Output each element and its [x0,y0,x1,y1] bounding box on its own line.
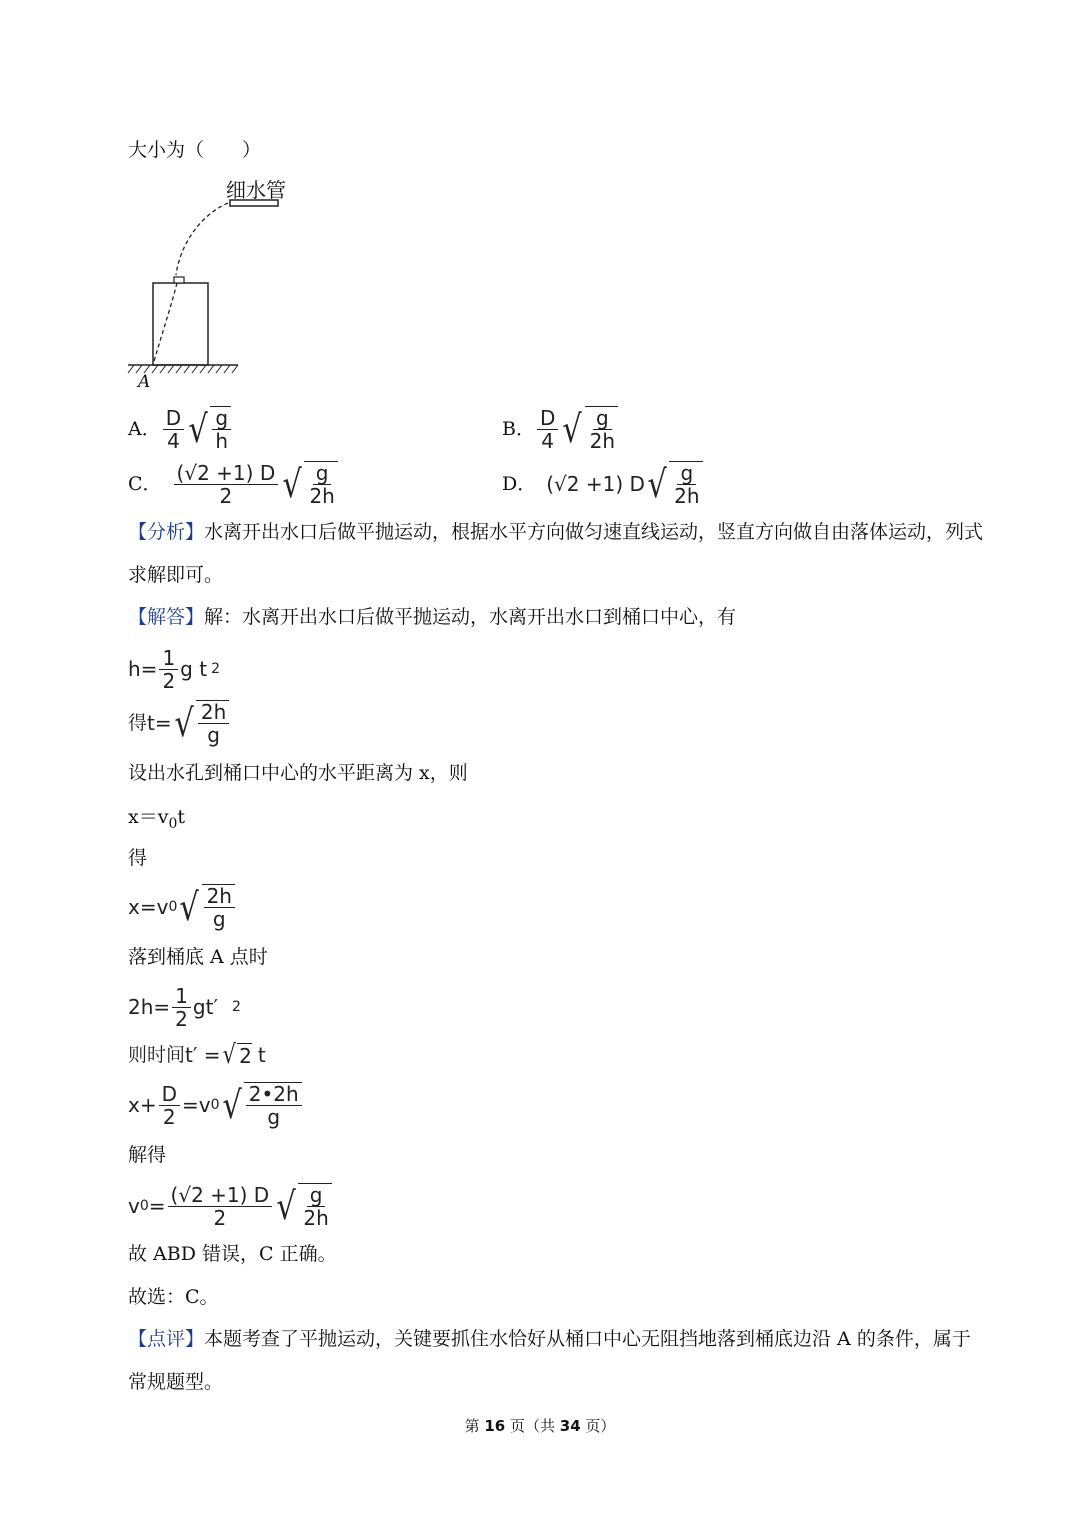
eq-sub: 0 [168,899,178,915]
frac-den: 2 [219,483,233,508]
rad-num: 2h [204,885,235,908]
option-letter: D． [502,473,537,495]
conclusion: 故 ABD 错误，C 正确。 [128,1243,337,1265]
eq-h [128,644,220,694]
eq-sub: 0 [168,816,178,832]
rad-den: 2h [674,484,700,508]
rad-den: h [215,429,229,453]
eq-2h [128,982,241,1032]
eq-sup: 2 [231,999,241,1015]
frac-den: 2 [175,1006,188,1031]
text-set-distance: 设出水孔到桶口中心的水平距离为 x，则 [128,762,468,784]
eq-lhs: 2h= [128,995,171,1019]
footer-pre: 第 [464,1417,485,1435]
sqrt-icon: √ [562,407,583,451]
rad-body: 2 [239,1043,252,1068]
eq-lhs: v [128,1194,140,1218]
eq-lhs: x+ [128,1093,157,1117]
pipe-label: 细水管 [226,178,286,202]
eq-t [128,696,229,750]
frac-num: 1 [159,647,178,670]
rad-num: 2h [198,701,229,724]
solution-intro [128,605,736,629]
frac-den: 4 [541,428,555,453]
rad-num: g [677,462,696,485]
eq-prefix: 得 [128,712,148,734]
rad-den: g [267,1105,281,1129]
sqrt-icon: √ [222,1040,236,1070]
frac-num: 1 [172,985,191,1008]
bucket-diagram [120,170,310,395]
option-d [502,458,703,510]
eq-rhs: g t [180,657,208,681]
solution-intro-text: 解：水离开出水口后做平抛运动，水离开出水口到桶口中心，有 [204,606,737,628]
eq-x [128,880,235,934]
frac-den: 2 [162,668,176,693]
rad-num: g [313,462,332,485]
rad-den: 2h [309,484,335,508]
eq-lhs: t′ = [185,1043,221,1067]
footer-post: 页） [580,1417,616,1435]
comment-line2: 常规题型。 [128,1371,224,1393]
eq-sub: 0 [139,1198,149,1214]
sqrt-icon: √ [647,462,667,506]
rad-den: 2h [303,1206,329,1230]
eq-lhs: t= [147,711,172,735]
eq-x-v0t [128,805,185,836]
rad-num: g [212,407,231,430]
footer-page-number: 16 [484,1417,506,1435]
sqrt-icon: √ [221,1083,242,1127]
bucket-figure [120,170,310,395]
analysis-line1 [128,520,983,544]
frac-den: 4 [167,428,180,453]
frac-den: 2 [213,1205,227,1230]
footer-total-pages: 34 [559,1417,581,1435]
water-arc-upper [176,203,228,275]
eq-v0 [128,1178,332,1234]
rad-den: g [207,723,220,747]
eq-equals: = [148,1194,166,1218]
rad-den: g [212,907,226,931]
solution-tag: 【解答】 [128,606,205,628]
rad-num: g [593,407,612,430]
frac-num: (√2 +1) D [168,1184,273,1207]
option-d-expr: (√2 +1) D [546,472,645,496]
analysis-text: 水离开出水口后做平抛运动，根据水平方向做匀速直线运动，竖直方向做自由落体运动，列式 [204,521,984,543]
text-de: 得 [128,847,148,869]
sqrt-icon: √ [179,885,200,929]
rad-num: g [307,1184,326,1207]
frac-num: (√2 +1) D [174,462,279,485]
analysis-tag: 【分析】 [128,521,205,543]
bucket-rect [153,283,208,365]
frac-num: D [537,407,558,430]
eq-t-prime [128,1038,266,1072]
eq-rhs: gt′ [192,995,218,1019]
text-solve: 解得 [128,1144,167,1166]
option-letter: A． [128,418,161,440]
sqrt-icon: √ [276,1184,296,1228]
eq-tail: t [177,806,186,828]
page-footer [0,1415,1080,1436]
option-letter: B． [502,418,535,440]
eq-mid: =v [182,1093,211,1117]
option-letter: C． [128,473,162,495]
eq-tail: t [257,1043,266,1067]
comment-tag: 【点评】 [128,1328,205,1350]
option-a [128,404,231,454]
final-choice: 故选：C。 [128,1286,219,1308]
frac-num: D [159,1083,180,1106]
rad-den: 2h [589,429,615,453]
eq-main: x＝v [128,806,169,828]
sqrt-icon: √ [188,407,208,451]
option-c [128,458,338,510]
comment-line1 [128,1327,971,1351]
rad-num: 2•2h [246,1083,302,1106]
eq-sup: 2 [211,661,220,677]
text-fall: 落到桶底 A 点时 [128,946,268,968]
eq-x-plus-d [128,1078,302,1132]
eq-lhs: x=v [128,895,169,919]
eq-prefix: 则时间 [128,1044,186,1066]
water-arc-lower [153,283,177,365]
frac-num: D [163,407,184,430]
bucket-outlet [174,277,184,283]
sqrt-icon: √ [282,462,303,506]
eq-lhs: h= [128,657,158,681]
eq-sub: 0 [210,1097,220,1113]
footer-mid: 页（共 [505,1417,560,1435]
question-tail: 大小为（ ） [128,139,262,161]
analysis-line2: 求解即可。 [128,564,224,586]
comment-text: 本题考查了平抛运动，关键要抓住水恰好从桶口中心无阻挡地落到桶底边沿 A 的条件，属于 [204,1328,971,1350]
sqrt-icon: √ [174,701,194,745]
option-b [502,404,618,454]
frac-den: 2 [162,1104,176,1129]
point-a-label: A [138,372,151,392]
